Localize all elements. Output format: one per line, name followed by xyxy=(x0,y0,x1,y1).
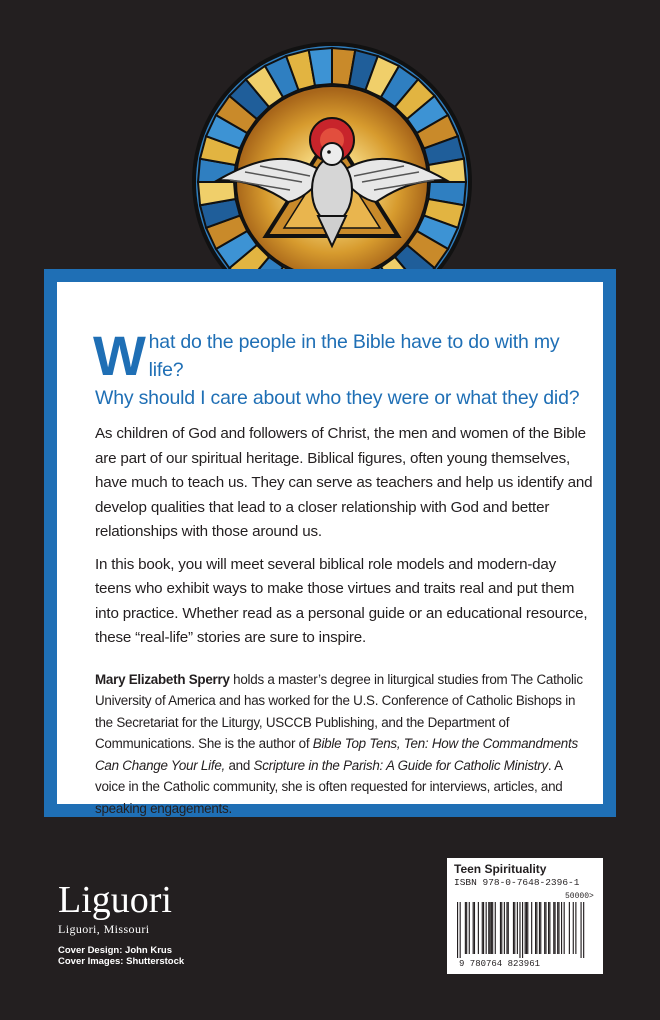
barcode-bar xyxy=(469,902,470,954)
barcode-bar xyxy=(553,902,554,954)
barcode-bar xyxy=(492,902,493,954)
barcode-bar xyxy=(555,902,556,954)
barcode-bar xyxy=(548,902,549,954)
cover-design-credit: Cover Design: John Krus xyxy=(58,945,173,956)
lead-line-1: hat do the people in the Bible have to do with my life? xyxy=(148,331,560,381)
barcode-icon xyxy=(447,858,603,974)
barcode-bar xyxy=(573,902,574,954)
barcode-bar xyxy=(513,902,514,954)
barcode-bar xyxy=(486,902,487,954)
publisher-place: Liguori, Missouri xyxy=(58,922,150,936)
barcode-bar xyxy=(522,902,523,958)
barcode-bar xyxy=(564,902,565,954)
barcode-bar xyxy=(525,902,526,954)
barcode-bar xyxy=(545,902,546,954)
barcode-label xyxy=(447,858,603,974)
bio-title-2: Scripture in the Parish: A Guide for Catholic Ministry xyxy=(253,757,548,773)
barcode-bar xyxy=(561,902,562,954)
category-label: Teen Spirituality xyxy=(454,862,547,876)
barcode-bar xyxy=(531,902,532,954)
barcode-bar xyxy=(569,902,570,954)
barcode-bar xyxy=(557,902,558,954)
barcode-bar xyxy=(540,902,541,954)
barcode-bar xyxy=(527,902,528,954)
barcode-bar xyxy=(483,902,484,954)
barcode-bar xyxy=(581,902,582,958)
barcode-bar xyxy=(514,902,515,954)
barcode-bar xyxy=(474,902,475,954)
description-content xyxy=(93,324,595,820)
barcode-bar xyxy=(575,902,576,954)
barcode-bar xyxy=(506,902,507,954)
paragraph-1: As children of God and followers of Christ, the men and women of the Bible are part of our spiritual heritage. Biblical figures, often young themselves, have much to teach us. They can serve as teachers and help us identify and develop qualities that lead to a closer relationship with God and better relationships with those around us. xyxy=(95,425,593,540)
lead-question xyxy=(93,324,595,412)
bio-text-2: and xyxy=(225,757,254,773)
barcode-bar xyxy=(482,902,483,954)
barcode-bar xyxy=(473,902,474,954)
barcode-bar xyxy=(536,902,537,954)
publisher-logo: Liguori xyxy=(58,879,172,921)
barcode-bar xyxy=(539,902,540,954)
price-code: 50000> xyxy=(565,892,594,901)
isbn-text: ISBN 978-0-7648-2396-1 xyxy=(454,877,580,888)
bio-text-1: holds a master’s degree in liturgical studies from The Catholic University of America and has worked for the U.S. Conference of Catholic Bishops in the Secretariat for the Liturgy, USCCB Publishing, and the Department of Communications. She is the author of xyxy=(95,671,583,752)
barcode-bar xyxy=(519,902,520,958)
barcode-bar xyxy=(465,902,466,954)
barcode-bar xyxy=(495,902,496,954)
barcode-bar xyxy=(491,902,492,954)
barcode-bar xyxy=(544,902,545,954)
barcode-bar xyxy=(460,902,461,958)
barcode-bar xyxy=(508,902,509,954)
bio-title-1: Bible Top Tens, Ten: How the Commandments Can Change Your Life, xyxy=(95,736,578,773)
barcode-bar xyxy=(558,902,559,954)
author-name: Mary Elizabeth Sperry xyxy=(95,671,230,687)
bio-text-3: . A voice in the Catholic community, she is often requested for interviews, articles, and speaking engagements. xyxy=(95,757,563,817)
barcode-bar xyxy=(549,902,550,954)
barcode-bar xyxy=(535,902,536,954)
barcode-bar xyxy=(500,902,501,954)
barcode-bar xyxy=(504,902,505,954)
barcode-bar xyxy=(583,902,584,958)
barcode-bar xyxy=(490,902,491,954)
drop-cap: W xyxy=(93,324,146,387)
barcode-bar xyxy=(478,902,479,954)
barcode-digits: 9 780764 823961 xyxy=(459,959,541,969)
barcode-bar xyxy=(466,902,467,954)
barcode-bar xyxy=(501,902,502,954)
publisher-block xyxy=(58,880,184,967)
barcode-bar xyxy=(526,902,527,954)
description-panel-inner xyxy=(54,279,606,817)
paragraph-2: In this book, you will meet several biblical role models and modern-day teens who exhibit ways to make those virtues and traits real and put them into practice. Whether read as a personal guide or an educational resource, these “real-life” stories are sure to inspire. xyxy=(95,555,588,646)
description-panel xyxy=(44,269,616,817)
lead-line-2: Why should I care about who they were or what they did? xyxy=(95,387,580,409)
cover-images-credit: Cover Images: Shutterstock xyxy=(58,956,185,967)
author-bio xyxy=(95,669,595,820)
barcode-bar xyxy=(457,902,458,958)
barcode-bar xyxy=(517,902,518,954)
barcode-bar xyxy=(488,902,489,954)
